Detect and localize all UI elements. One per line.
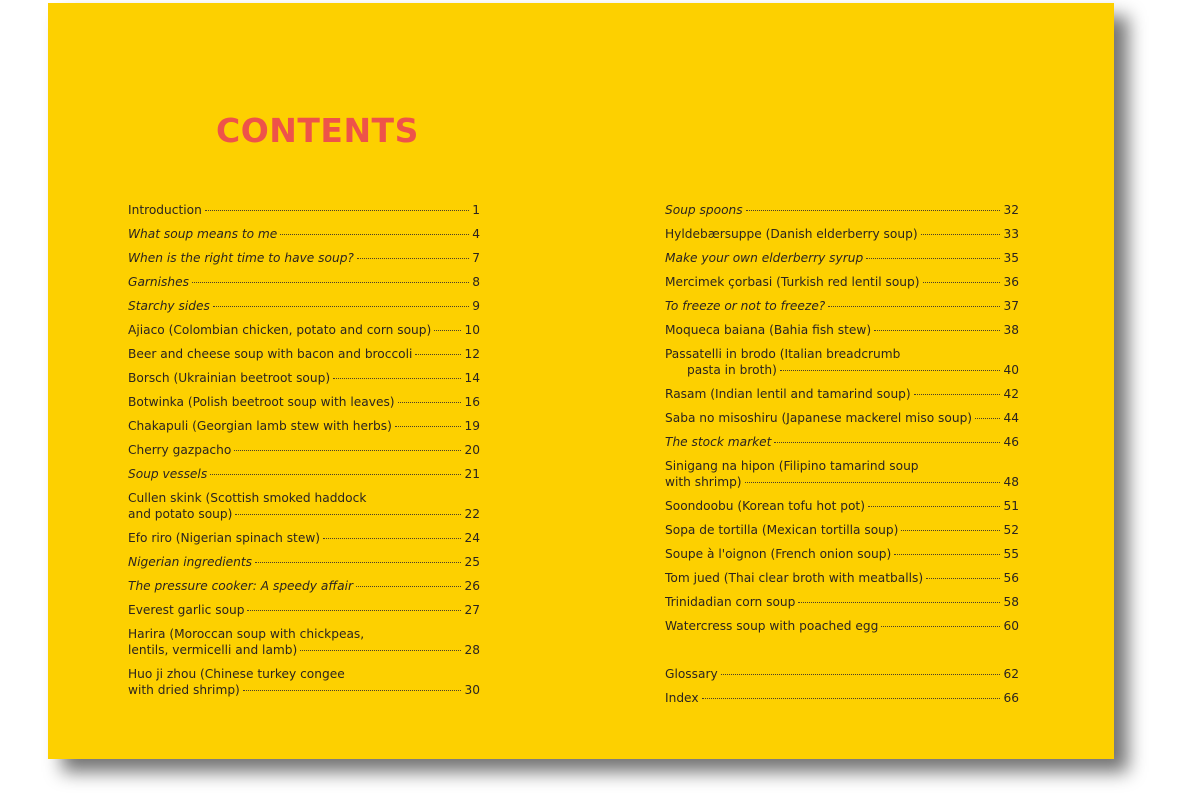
toc-entry-title: Sinigang na hipon (Filipino tamarind soup (665, 459, 919, 473)
page-number: 56 (1003, 571, 1019, 585)
page-number: 24 (464, 531, 480, 545)
dot-leader (356, 586, 461, 587)
toc-entry-title: Saba no misoshiru (Japanese mackerel miso soup) (665, 411, 973, 425)
toc-entry-title: Harira (Moroccan soup with chickpeas, (128, 627, 365, 641)
page-number: 62 (1003, 667, 1019, 681)
page-number: 9 (472, 299, 480, 313)
dot-leader (881, 626, 1000, 627)
toc-entry-title: Huo ji zhou (Chinese turkey congee (128, 667, 345, 681)
toc-entry-title: Botwinka (Polish beetroot soup with leaves) (128, 395, 395, 409)
toc-entry (665, 322, 1019, 338)
toc-entry-title: The pressure cooker: A speedy affair (128, 579, 353, 593)
page-number: 30 (464, 683, 480, 697)
dot-leader (926, 578, 1000, 579)
toc-entry (128, 298, 480, 314)
dot-leader (914, 394, 1001, 395)
toc-entry (128, 226, 480, 242)
toc-entry-title: Soup vessels (128, 467, 208, 481)
section-gap (665, 642, 1019, 666)
dot-leader (774, 442, 1000, 443)
dot-leader (745, 482, 1001, 483)
dot-leader (828, 306, 1000, 307)
dot-leader (280, 234, 469, 235)
toc-entry-title: Nigerian ingredients (128, 555, 253, 569)
page-number: 37 (1003, 299, 1019, 313)
dot-leader (235, 514, 461, 515)
toc-entry-title: Soupe à l'oignon (French onion soup) (665, 547, 892, 561)
dot-leader (357, 258, 469, 259)
toc-entry (128, 274, 480, 290)
page-number: 58 (1003, 595, 1019, 609)
toc-entry-title: When is the right time to have soup? (128, 251, 354, 265)
toc-entry (128, 442, 480, 458)
toc-entry-title: The stock market (665, 435, 772, 449)
dot-leader (192, 282, 469, 283)
toc-entry-title: Everest garlic soup (128, 603, 245, 617)
toc-entry (665, 226, 1019, 242)
toc-entry-title: lentils, vermicelli and lamb) (128, 643, 298, 657)
toc-entry (128, 250, 480, 266)
dot-leader (300, 650, 461, 651)
toc-entry-title: Index (665, 691, 699, 705)
toc-entry (128, 626, 480, 658)
dot-leader (213, 306, 469, 307)
page-number: 55 (1003, 547, 1019, 561)
page-number: 35 (1003, 251, 1019, 265)
toc-entry-title: Soup spoons (665, 203, 743, 217)
toc-entry (665, 618, 1019, 634)
toc-entry (128, 370, 480, 386)
page-number: 14 (464, 371, 480, 385)
toc-entry (665, 498, 1019, 514)
toc-entry (665, 274, 1019, 290)
toc-entry-title: Soondoobu (Korean tofu hot pot) (665, 499, 865, 513)
toc-entry-title: Rasam (Indian lentil and tamarind soup) (665, 387, 911, 401)
toc-entry (665, 298, 1019, 314)
toc-entry (128, 666, 480, 698)
toc-entry (665, 594, 1019, 610)
toc-entry-title: Chakapuli (Georgian lamb stew with herbs) (128, 419, 392, 433)
page-number: 20 (464, 443, 480, 457)
dot-leader (874, 330, 1000, 331)
toc-entry (128, 554, 480, 570)
toc-entry (128, 346, 480, 362)
page-number: 42 (1003, 387, 1019, 401)
dot-leader (798, 602, 1000, 603)
dot-leader (901, 530, 1000, 531)
toc-entry (128, 394, 480, 410)
toc-entry-title: Ajiaco (Colombian chicken, potato and corn soup) (128, 323, 432, 337)
toc-entry (128, 602, 480, 618)
toc-entry-title: Glossary (665, 667, 718, 681)
dot-leader (234, 450, 461, 451)
toc-entry (665, 410, 1019, 426)
toc-entry (128, 202, 480, 218)
toc-entry-title: Moqueca baiana (Bahia fish stew) (665, 323, 872, 337)
toc-entry (665, 546, 1019, 562)
page-number: 46 (1003, 435, 1019, 449)
dot-leader (721, 674, 1001, 675)
toc-entry-title: Garnishes (128, 275, 189, 289)
toc-entry-title: What soup means to me (128, 227, 278, 241)
dot-leader (434, 330, 461, 331)
page-number: 16 (464, 395, 480, 409)
dot-leader (398, 402, 462, 403)
toc-entry (665, 522, 1019, 538)
toc-entry-title: Starchy sides (128, 299, 210, 313)
page-number: 28 (464, 643, 480, 657)
page-number: 19 (464, 419, 480, 433)
contents-column-right (665, 202, 1019, 714)
toc-entry (665, 666, 1019, 682)
dot-leader (243, 690, 462, 691)
dot-leader (921, 234, 1001, 235)
page-number: 21 (464, 467, 480, 481)
dot-leader (255, 562, 461, 563)
page-number: 40 (1003, 363, 1019, 377)
toc-entry (665, 202, 1019, 218)
toc-entry (665, 570, 1019, 586)
dot-leader (323, 538, 461, 539)
dot-leader (415, 354, 461, 355)
toc-entry-title: Watercress soup with poached egg (665, 619, 879, 633)
toc-entry (665, 250, 1019, 266)
page-number: 8 (472, 275, 480, 289)
dot-leader (702, 698, 1001, 699)
dot-leader (210, 474, 461, 475)
toc-entry (128, 530, 480, 546)
toc-entry-title: Passatelli in brodo (Italian breadcrumb (665, 347, 901, 361)
page-number: 33 (1003, 227, 1019, 241)
page-number: 36 (1003, 275, 1019, 289)
toc-entry-title: Trinidadian corn soup (665, 595, 796, 609)
toc-entry-title: Borsch (Ukrainian beetroot soup) (128, 371, 331, 385)
toc-entry-title: Cherry gazpacho (128, 443, 232, 457)
page-title: CONTENTS (216, 111, 419, 150)
toc-entry (665, 690, 1019, 706)
toc-entry (128, 578, 480, 594)
page-number: 1 (472, 203, 480, 217)
dot-leader (395, 426, 462, 427)
page-number: 7 (472, 251, 480, 265)
toc-entry-title: Hyldebærsuppe (Danish elderberry soup) (665, 227, 918, 241)
toc-entry (665, 386, 1019, 402)
toc-entry-title: Beer and cheese soup with bacon and broccoli (128, 347, 413, 361)
toc-entry (128, 418, 480, 434)
page-number: 22 (464, 507, 480, 521)
dot-leader (894, 554, 1000, 555)
toc-entry-title: Sopa de tortilla (Mexican tortilla soup) (665, 523, 899, 537)
dot-leader (780, 370, 1001, 371)
dot-leader (333, 378, 461, 379)
page-number: 51 (1003, 499, 1019, 513)
page-number: 4 (472, 227, 480, 241)
contents-column-left (128, 202, 480, 706)
toc-entry-title: Mercimek çorbasi (Turkish red lentil soup) (665, 275, 920, 289)
page-number: 26 (464, 579, 480, 593)
page-number: 44 (1003, 411, 1019, 425)
toc-entry (665, 434, 1019, 450)
dot-leader (247, 610, 461, 611)
toc-entry (665, 458, 1019, 490)
toc-entry-title: with dried shrimp) (128, 683, 240, 697)
dot-leader (868, 506, 1001, 507)
dot-leader (923, 282, 1001, 283)
page-number: 27 (464, 603, 480, 617)
toc-entry-title: Introduction (128, 203, 202, 217)
page-number: 66 (1003, 691, 1019, 705)
toc-entry (665, 346, 1019, 378)
toc-entry (128, 322, 480, 338)
toc-entry (128, 466, 480, 482)
toc-entry-title: pasta in broth) (687, 363, 777, 377)
toc-entry-title: Efo riro (Nigerian spinach stew) (128, 531, 321, 545)
page-number: 12 (464, 347, 480, 361)
dot-leader (746, 210, 1001, 211)
toc-entry-title: To freeze or not to freeze? (665, 299, 826, 313)
page-number: 32 (1003, 203, 1019, 217)
toc-entry-title: Cullen skink (Scottish smoked haddock (128, 491, 367, 505)
toc-entry (128, 490, 480, 522)
dot-leader (975, 418, 1000, 419)
toc-entry-title: and potato soup) (128, 507, 233, 521)
dot-leader (205, 210, 469, 211)
page-number: 52 (1003, 523, 1019, 537)
page-number: 48 (1003, 475, 1019, 489)
page-number: 38 (1003, 323, 1019, 337)
dot-leader (866, 258, 1000, 259)
toc-entry-title: Make your own elderberry syrup (665, 251, 864, 265)
toc-entry-title: with shrimp) (665, 475, 742, 489)
toc-entry-title: Tom jued (Thai clear broth with meatballs) (665, 571, 924, 585)
page-number: 10 (464, 323, 480, 337)
book-spread (48, 3, 1114, 759)
page-number: 60 (1003, 619, 1019, 633)
page-number: 25 (464, 555, 480, 569)
